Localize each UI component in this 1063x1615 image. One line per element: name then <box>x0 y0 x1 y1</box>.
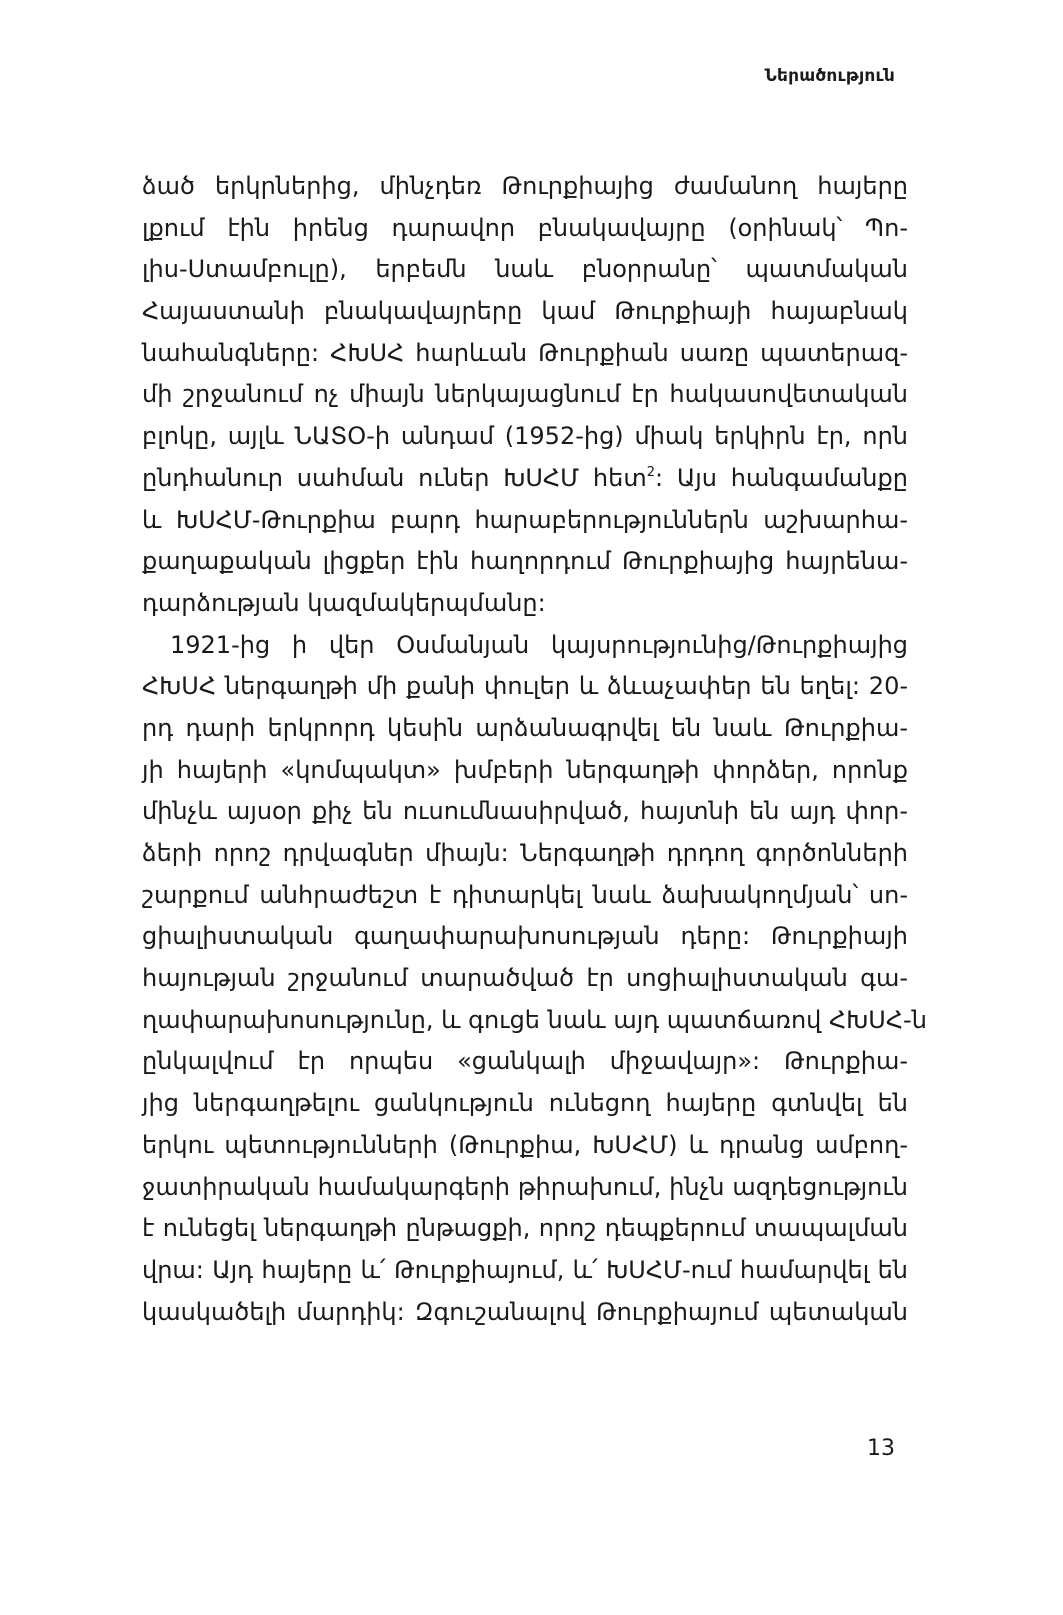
text-line: Հայաստանի բնակավայրերը կամ Թուրքիայի հայաբնակ <box>142 297 908 326</box>
text-line: րդ դարի երկրորդ կեսին արձանագրվել են նաև Թուրքիա- <box>142 713 908 742</box>
text-line: և ԽՍՀՄ-Թուրքիա բարդ հարաբերություններն աշխարհա- <box>142 505 908 534</box>
body-text <box>142 166 927 1333</box>
text-line: նահանգները: ՀԽՍՀ հարևան Թուրքիան սառը պատերազ- <box>142 338 908 367</box>
text-line: 1921-ից ի վեր Օսմանյան կայսրությունից/Թուրքիայից <box>170 630 908 659</box>
text-line: ձերի որոշ դրվագներ միայն: Ներգաղթի դրդող գործոնների <box>142 839 908 867</box>
text-line-with-footnote <box>142 458 908 500</box>
text-line: ղափարախոսությունը, և գուցե նաև այդ պատճառով ՀԽՍՀ-ն <box>142 1005 927 1034</box>
text-line: ցիալիստական գաղափարախոսության դերը: Թուրքիայի <box>142 922 908 951</box>
text-line: լքում էին իրենց դարավոր բնակավայրը (օրինակ՝ Պո- <box>142 213 908 242</box>
text-line: քաղաքական լիցքեր էին հաղորդում Թուրքիայից հայրենա- <box>142 547 908 576</box>
text-line: յից ներգաղթելու ցանկություն ունեցող հայերը գտնվել են <box>142 1089 908 1118</box>
text-line: ընկալվում էր որպես «ցանկալի միջավայր»: Թուրքիա- <box>142 1047 908 1076</box>
text-line: մի շրջանում ոչ միայն ներկայացնում էր հակասովետական <box>142 380 908 409</box>
text-line: բլոկը, այլև ՆԱՏՕ-ի անդամ (1952-ից) միակ երկիրն էր, որն <box>142 422 908 451</box>
text-line: լիս-Ստամբուլը), երբեմն նաև բնօրրանը՝ պատմական <box>142 255 908 284</box>
text-segment: ընդհանուր սահման ուներ ԽՍՀՄ հետ <box>142 463 647 492</box>
text-line: մինչև այսօր քիչ են ուսումնասիրված, հայտնի են այդ փոր- <box>142 797 908 826</box>
text-line: դարձության կազմակերպմանը: <box>142 588 546 617</box>
text-line: հայության շրջանում տարածված էր սոցիալիստական գա- <box>142 964 908 993</box>
footnote-reference: 2 <box>646 464 655 480</box>
text-line: շարքում անհրաժեշտ է դիտարկել նաև ձախակողմյան՝ սո- <box>142 880 908 909</box>
text-line: է ունեցել ներգաղթի ընթացքի, որոշ դեպքերում տապալման <box>142 1214 908 1243</box>
text-line: կասկածելի մարդիկ: Զգուշանալով Թուրքիայում պետական <box>142 1297 908 1326</box>
text-line: վրա: Այդ հայերը և՛ Թուրքիայում, և՛ ԽՍՀՄ-ում համարվել են <box>142 1255 908 1284</box>
running-header: Ներածություն <box>764 66 895 86</box>
text-line: ջատիրական համակարգերի թիրախում, ինչն ազդեցություն <box>142 1172 908 1201</box>
text-line: երկու պետությունների (Թուրքիա, ԽՍՀՄ) և դրանց ամբող- <box>142 1130 908 1159</box>
text-line: ՀԽՍՀ ներգաղթի մի քանի փուլեր և ձևաչափեր են եղել: 20- <box>142 672 908 701</box>
text-line: ձած երկրներից, մինչդեռ Թուրքիայից ժամանող հայերը <box>142 172 908 200</box>
text-line: յի հայերի «կոմպակտ» խմբերի ներգաղթի փորձեր, որոնք <box>142 755 908 784</box>
page-number: 13 <box>867 1436 895 1461</box>
text-segment: : Այս հանգամանքը <box>654 463 908 492</box>
